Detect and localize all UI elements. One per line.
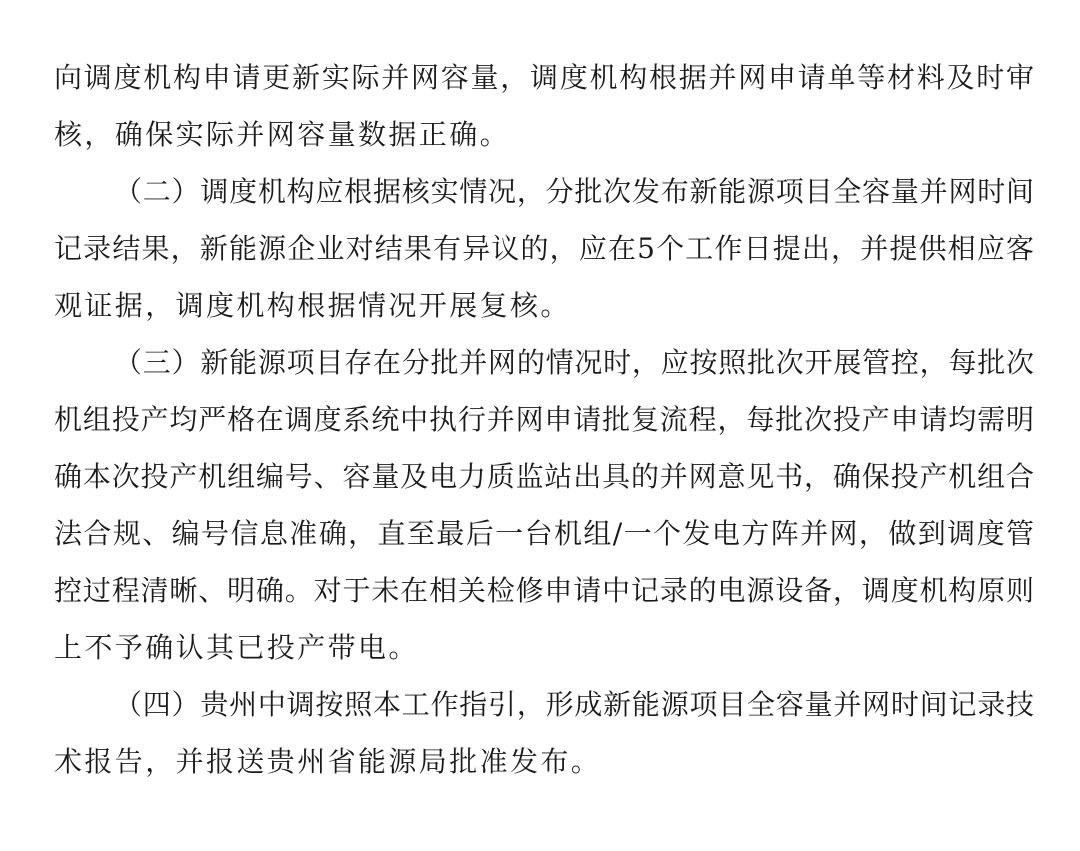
- paragraph-3-line-6: 上不予确认其已投产带电。: [54, 631, 419, 664]
- paragraph-3-line-4: 法合规、编号信息准确，直至最后一台机组/一个发电方阵并网，做到调度管: [54, 517, 1034, 550]
- paragraph-3-line-1: （三）新能源项目存在分批并网的情况时，应按照批次开展管控，每批次: [114, 346, 1034, 379]
- paragraph-2-line-3: 观证据，调度机构根据情况开展复核。: [54, 289, 571, 322]
- paragraph-2-line-2: 记录结果，新能源企业对结果有异议的，应在5个工作日提出，并提供相应客: [54, 232, 1034, 265]
- paragraph-3-line-2: 机组投产均严格在调度系统中执行并网申请批复流程，每批次投产申请均需明: [54, 403, 1034, 436]
- paragraph-3-line-3: 确本次投产机组编号、容量及电力质监站出具的并网意见书，确保投产机组合: [54, 460, 1034, 493]
- paragraph-4-line-1: （四）贵州中调按照本工作指引，形成新能源项目全容量并网时间记录技: [114, 688, 1034, 721]
- paragraph-1-line-2: 核，确保实际并网容量数据正确。: [54, 118, 511, 151]
- paragraph-1-line-1: 向调度机构申请更新实际并网容量，调度机构根据并网申请单等材料及时审: [54, 61, 1034, 94]
- paragraph-3-line-5: 控过程清晰、明确。对于未在相关检修申请中记录的电源设备，调度机构原则: [54, 574, 1034, 607]
- paragraph-4-line-2: 术报告，并报送贵州省能源局批准发布。: [54, 745, 602, 778]
- paragraph-2-line-1: （二）调度机构应根据核实情况，分批次发布新能源项目全容量并网时间: [114, 175, 1034, 208]
